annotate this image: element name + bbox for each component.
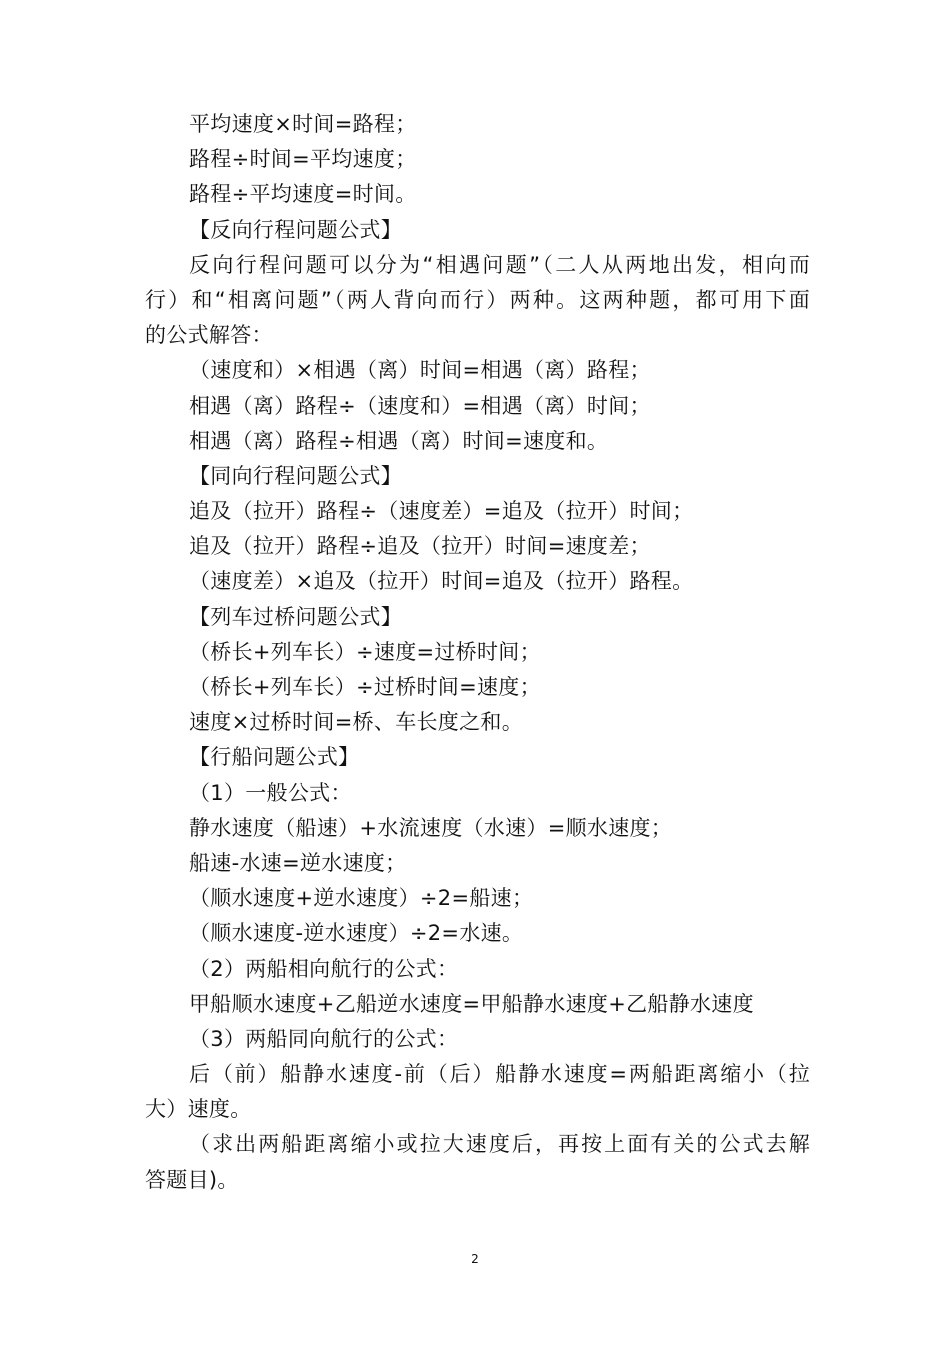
section-heading: 【同向行程问题公式】 [189, 463, 402, 488]
paragraph-line: 的公式解答： [145, 323, 273, 348]
formula-line: （桥长+列车长）÷过桥时间=速度； [189, 675, 541, 699]
section-heading: 【反向行程问题公式】 [189, 217, 402, 242]
page-number: 2 [471, 1252, 479, 1266]
document-body [145, 107, 810, 1198]
formula-line: 船速-水速=逆水速度； [189, 850, 407, 875]
formula-line: 大）速度。 [145, 1097, 252, 1122]
formula-line: 相遇（离）路程÷（速度和）=相遇（离）时间； [189, 393, 651, 418]
formula-line: 追及（拉开）路程÷追及（拉开）时间=速度差； [189, 534, 651, 559]
subsection-heading: （3）两船同向航行的公式： [189, 1026, 459, 1051]
formula-line: 追及（拉开）路程÷（速度差）=追及（拉开）时间； [189, 499, 694, 524]
paragraph-line: 反向行程问题可以分为“相遇问题”（二人从两地出发，相向而 [189, 252, 810, 277]
formula-line: （桥长+列车长）÷速度=过桥时间； [189, 639, 541, 664]
subsection-heading: （1）一般公式： [189, 780, 352, 805]
formula-line: （顺水速度+逆水速度）÷2=船速； [189, 886, 534, 911]
text-line: 路程÷时间=平均速度； [189, 147, 417, 172]
formula-line: （顺水速度-逆水速度）÷2=水速。 [189, 921, 524, 946]
formula-line: （速度和）×相遇（离）时间=相遇（离）路程； [189, 358, 651, 383]
subsection-heading: （2）两船相向航行的公式： [189, 956, 459, 981]
text-line: 平均速度×时间=路程； [189, 112, 417, 136]
paragraph-line: （求出两船距离缩小或拉大速度后，再按上面有关的公式去解 [189, 1132, 810, 1157]
paragraph-line: 答题目)。 [145, 1167, 239, 1192]
formula-line: 静水速度（船速）+水流速度（水速）=顺水速度； [189, 815, 673, 840]
section-heading: 【行船问题公式】 [189, 745, 360, 770]
section-heading: 【列车过桥问题公式】 [189, 604, 402, 629]
formula-line: （速度差）×追及（拉开）时间=追及（拉开）路程。 [189, 569, 694, 594]
formula-line: 后（前）船静水速度-前（后）船静水速度=两船距离缩小（拉 [189, 1062, 810, 1087]
paragraph-line: 行）和“相离问题”（两人背向而行）两种。这两种题，都可用下面 [145, 287, 810, 312]
formula-line: 速度×过桥时间=桥、车长度之和。 [189, 710, 523, 735]
formula-line: 甲船顺水速度+乙船逆水速度=甲船静水速度+乙船静水速度 [189, 991, 754, 1016]
text-line: 路程÷平均速度=时间。 [189, 182, 417, 207]
formula-line: 相遇（离）路程÷相遇（离）时间=速度和。 [189, 428, 609, 453]
